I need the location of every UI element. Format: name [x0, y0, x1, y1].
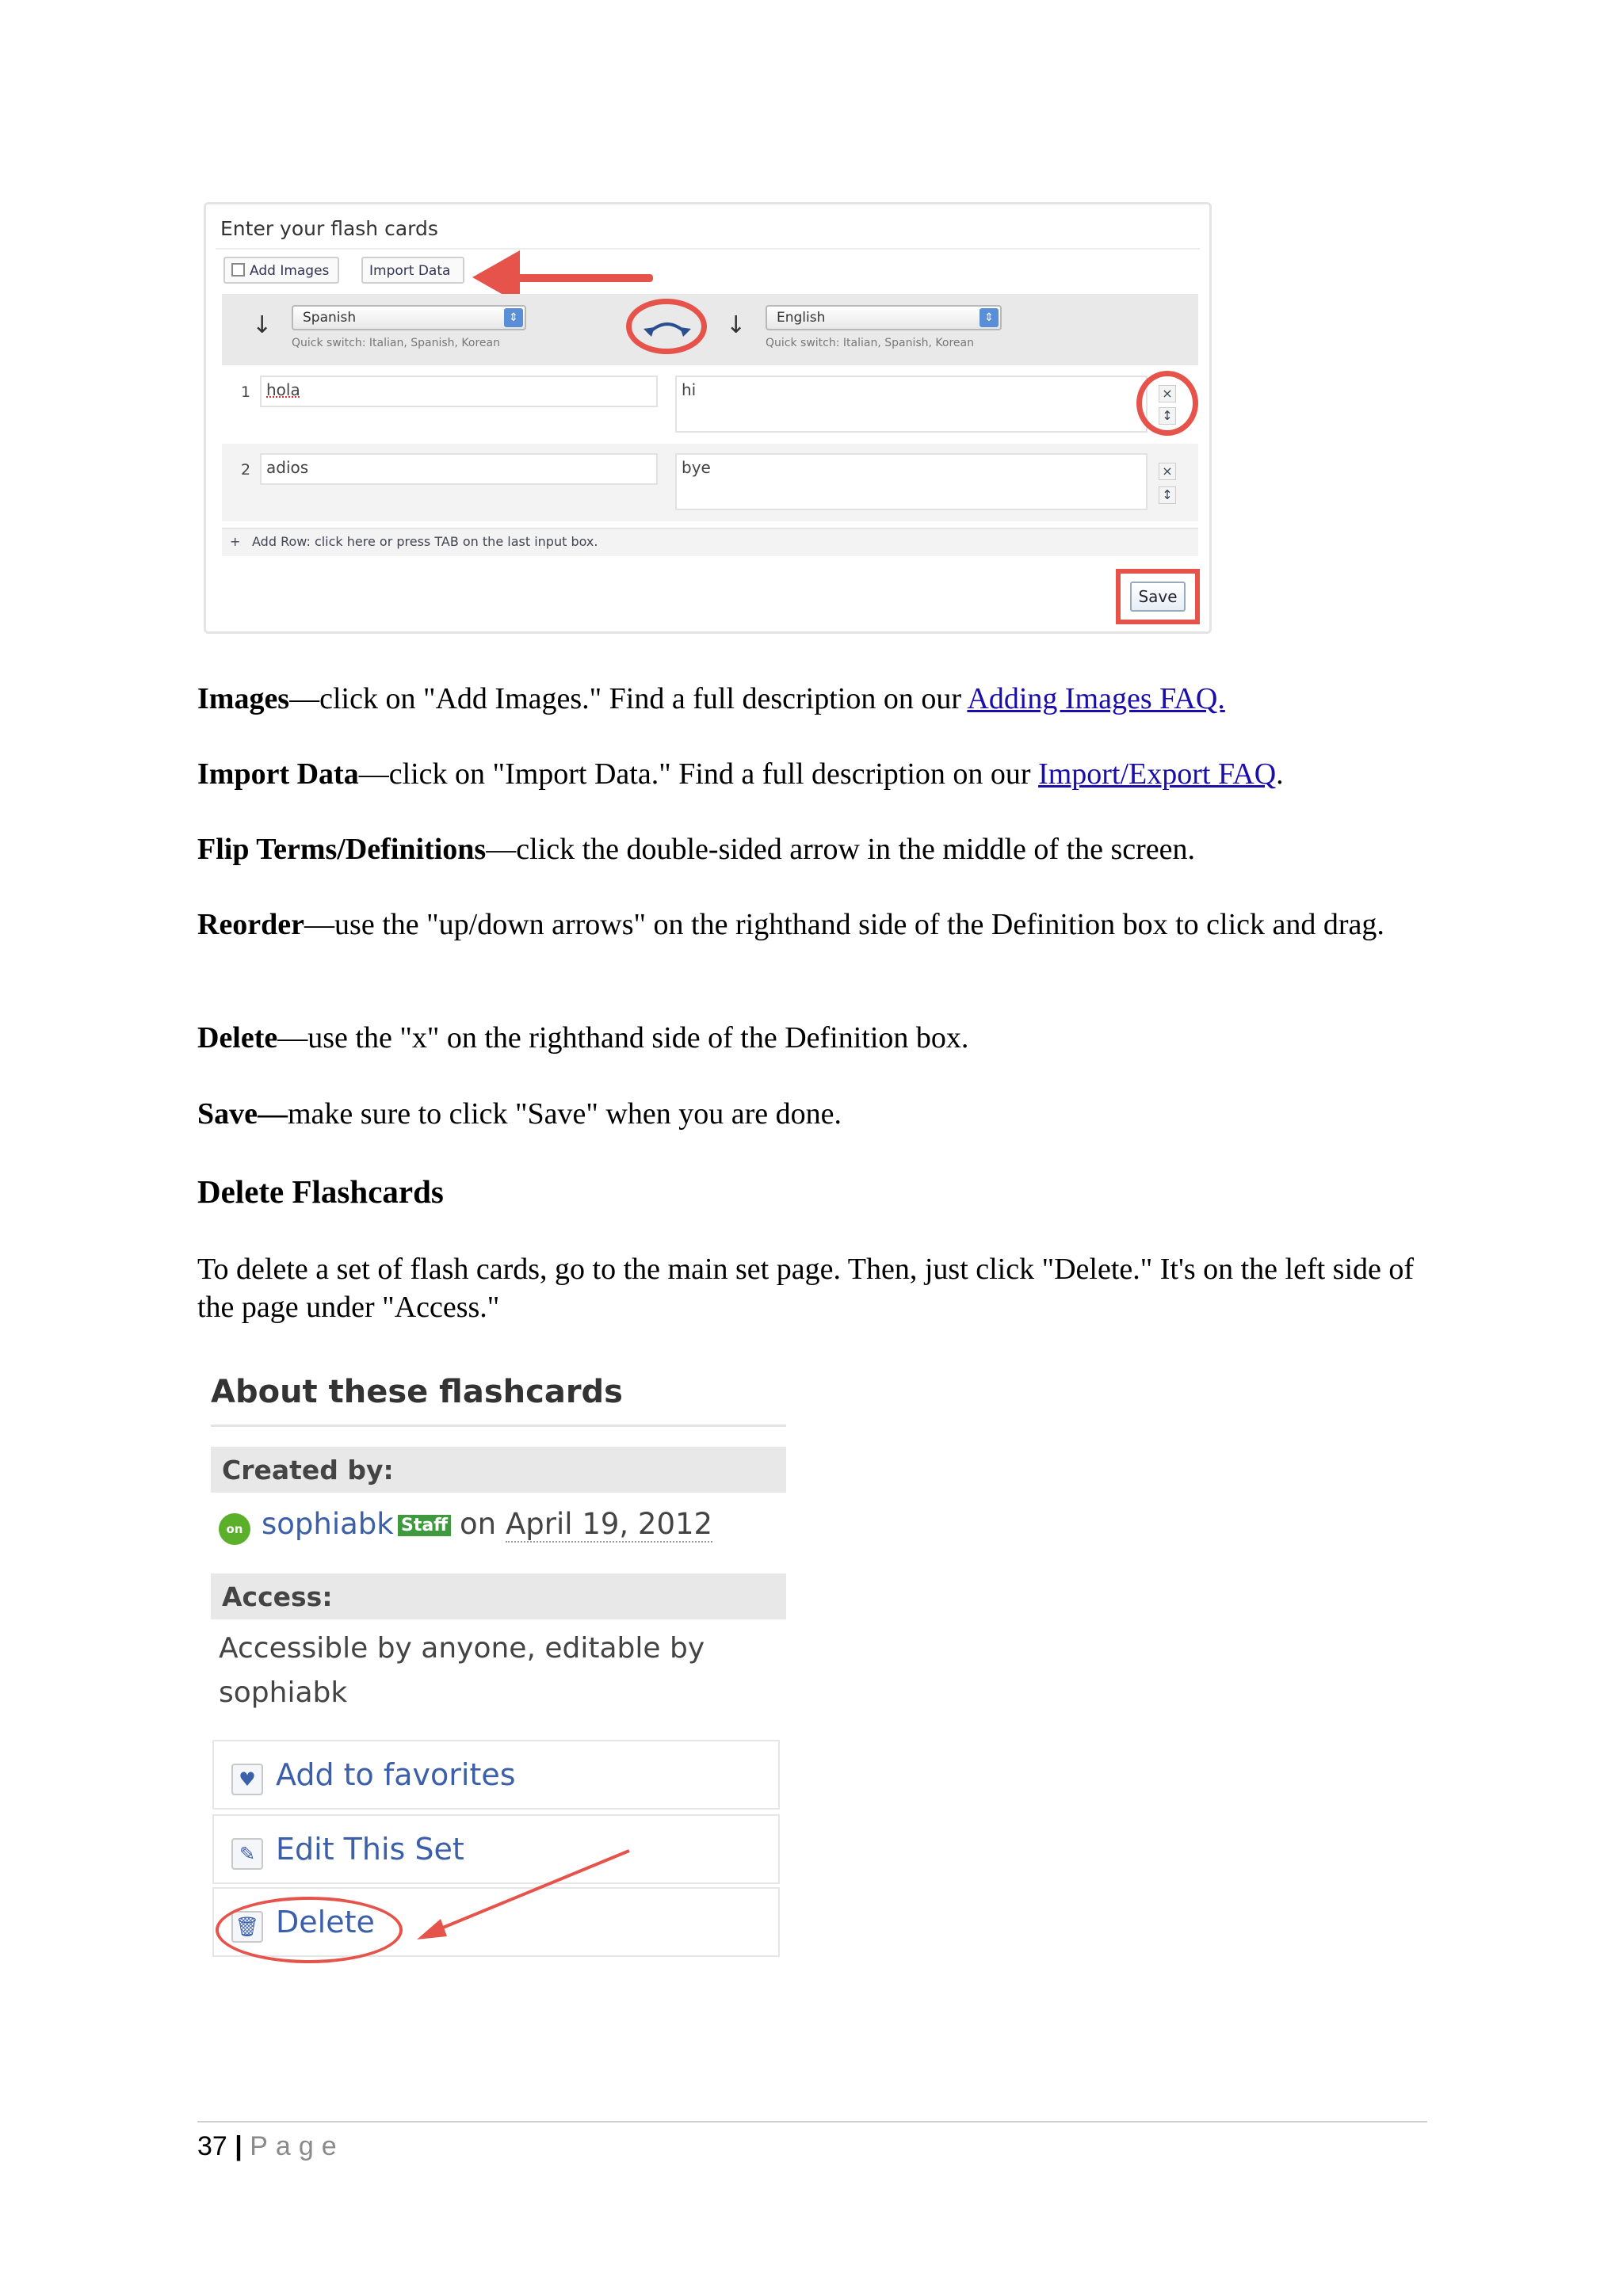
delete-paragraph: [197, 1019, 1434, 1057]
online-badge: on: [219, 1513, 250, 1545]
import-export-faq-link[interactable]: Import/Export FAQ: [1038, 757, 1277, 791]
import-data-button[interactable]: Import Data: [361, 257, 464, 284]
language-bar: [222, 294, 1198, 365]
staff-badge: Staff: [398, 1515, 451, 1536]
access-text-line-2: sophiabk: [219, 1676, 348, 1709]
row-number: 2: [241, 461, 251, 479]
definition-language-select[interactable]: [766, 305, 1002, 330]
delete-row-icon[interactable]: ×: [1159, 463, 1176, 480]
created-by-band: [211, 1447, 786, 1493]
add-images-checkbox[interactable]: [231, 263, 245, 277]
save-label: Save—: [197, 1097, 288, 1131]
reorder-row-icon[interactable]: ↕: [1159, 407, 1176, 425]
annotation-arrow-icon: [406, 1846, 636, 1949]
definition-input[interactable]: bye: [675, 453, 1148, 510]
page-word: Page: [250, 2131, 345, 2161]
access-label: Access:: [222, 1581, 333, 1612]
add-row-text: Add Row: click here or press TAB on the last input box.: [252, 534, 598, 549]
definition-input[interactable]: hi: [675, 376, 1148, 433]
import-label: Import Data: [197, 757, 359, 791]
on-word: on: [460, 1507, 497, 1541]
reorder-text: —use the "up/down arrows" on the righthand side of the Definition box to click and drag.: [304, 908, 1384, 941]
access-band: [211, 1573, 786, 1619]
delete-row-icon[interactable]: ×: [1159, 385, 1176, 402]
save-button-highlight: [1116, 569, 1200, 624]
adding-images-faq-link[interactable]: Adding Images FAQ.: [967, 682, 1225, 715]
term-language-value: Spanish: [303, 310, 357, 326]
flip-terms-icon[interactable]: [643, 313, 691, 340]
flip-label: Flip Terms/Definitions: [197, 833, 487, 866]
delete-flashcards-paragraph: To delete a set of flash cards, go to the main set page. Then, just click "Delete." It's on the left side of the page under "Access.": [197, 1253, 1415, 1324]
about-title: About these flashcards: [211, 1374, 623, 1410]
definition-language-value: English: [777, 310, 826, 326]
add-images-button[interactable]: [223, 257, 339, 284]
term-quick-switch[interactable]: Quick switch: Italian, Spanish, Korean: [292, 337, 500, 349]
delete-flashcards-heading: Delete Flashcards: [197, 1173, 444, 1210]
edit-this-set-label: Edit This Set: [276, 1832, 464, 1867]
reorder-label: Reorder: [197, 908, 305, 941]
delete-highlight-circle: [216, 1897, 403, 1963]
delete-label: Delete: [197, 1021, 278, 1055]
page-footer: [197, 2131, 345, 2162]
annotation-arrow-shaft: [514, 274, 653, 282]
delete-set-label: Delete: [276, 1905, 375, 1939]
editor-title: Enter your flash cards: [220, 217, 438, 240]
term-value: hola: [266, 380, 300, 399]
footer-separator: |: [235, 2131, 242, 2161]
images-text: —click on "Add Images." Find a full description on our: [289, 682, 968, 715]
flashcard-editor-screenshot: [204, 202, 1212, 634]
save-paragraph: [197, 1095, 1434, 1133]
reorder-row-icon[interactable]: ↕: [1159, 486, 1176, 504]
term-input[interactable]: adios: [260, 453, 658, 485]
add-to-favorites-label: Add to favorites: [276, 1757, 516, 1792]
page-number: 37: [197, 2131, 227, 2161]
term-input[interactable]: [260, 376, 658, 407]
add-row-plus-icon: +: [230, 534, 241, 549]
add-row-bar[interactable]: [222, 528, 1198, 556]
heart-icon: ♥: [231, 1764, 263, 1795]
created-date: April 19, 2012: [506, 1507, 713, 1541]
flip-text: —click the double-sided arrow in the middle of the screen.: [486, 833, 1196, 866]
delete-text: —use the "x" on the righthand side of the Definition box.: [277, 1021, 969, 1055]
select-stepper-icon: ⇕: [980, 308, 999, 327]
images-paragraph: [197, 680, 1434, 718]
import-end: .: [1276, 757, 1284, 791]
creator-username[interactable]: sophiabk: [262, 1507, 394, 1541]
import-paragraph: [197, 755, 1434, 793]
term-language-select[interactable]: [292, 305, 526, 330]
row-number: 1: [241, 383, 251, 401]
select-stepper-icon: ⇕: [504, 308, 523, 327]
access-text-line-1: Accessible by anyone, editable by: [219, 1632, 705, 1665]
row-controls-highlight: [1136, 371, 1198, 436]
images-label: Images: [197, 682, 290, 715]
about-flashcards-screenshot: [208, 1371, 786, 1973]
pencil-icon: ✎: [231, 1838, 263, 1870]
definition-down-arrow-icon: ↓: [726, 311, 747, 339]
add-to-favorites-button[interactable]: [212, 1740, 780, 1810]
save-text: make sure to click "Save" when you are done.: [288, 1097, 842, 1131]
trash-icon: 🗑: [231, 1911, 263, 1943]
term-down-arrow-icon: ↓: [252, 311, 273, 339]
footer-divider: [197, 2121, 1427, 2122]
reorder-paragraph: [197, 906, 1434, 944]
definition-quick-switch[interactable]: Quick switch: Italian, Spanish, Korean: [766, 337, 974, 349]
flip-paragraph: [197, 830, 1434, 868]
about-title-divider: [211, 1425, 786, 1427]
add-images-label: Add Images: [250, 263, 330, 279]
editor-title-divider: [216, 248, 1200, 250]
created-by-label: Created by:: [222, 1455, 394, 1486]
import-text: —click on "Import Data." Find a full description on our: [358, 757, 1039, 791]
save-button[interactable]: Save: [1130, 582, 1186, 612]
